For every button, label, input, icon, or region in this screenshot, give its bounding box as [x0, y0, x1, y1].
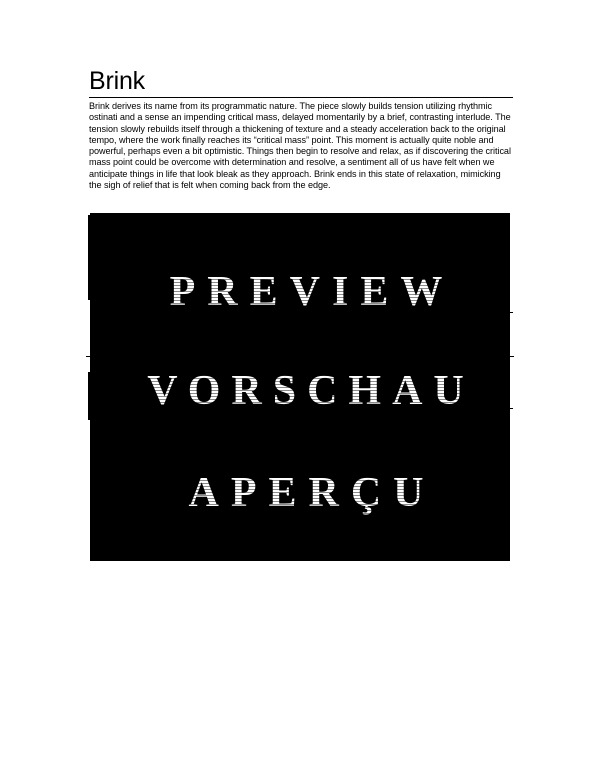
title-underline	[89, 97, 513, 98]
watermark-vorschau-text: VORSCHAU	[90, 367, 521, 415]
preview-watermark-overlay	[90, 213, 510, 561]
document-title: Brink	[89, 67, 145, 95]
underlying-rule-edge	[510, 356, 514, 357]
watermark-preview-text: PREVIEW	[90, 268, 522, 316]
program-note-paragraph: Brink derives its name from its programmatic nature. The piece slowly builds tension utilizing rhythmic ostinati and a sense an impending critical mass, delayed momentarily by a brief, contrasting interlude. The tension slowly rebuilds itself through a thickening of texture and a steady acceleration back to the original tempo, where the work finally reaches its “critical mass” point. This moment is actually quite noble and powerful, perhaps even a bit optimistic. Things then begin to resolve and relax, as if discovering the critical mass point could be overcome with determination and resolve, a sentiment all of us have felt when we anticipate things in life that look bleak as they approach. Brink ends in this state of relaxation, mimicking the sigh of relief that is felt when coming back from the edge.	[89, 101, 511, 191]
watermark-apercu-text: APERÇU	[90, 469, 522, 517]
